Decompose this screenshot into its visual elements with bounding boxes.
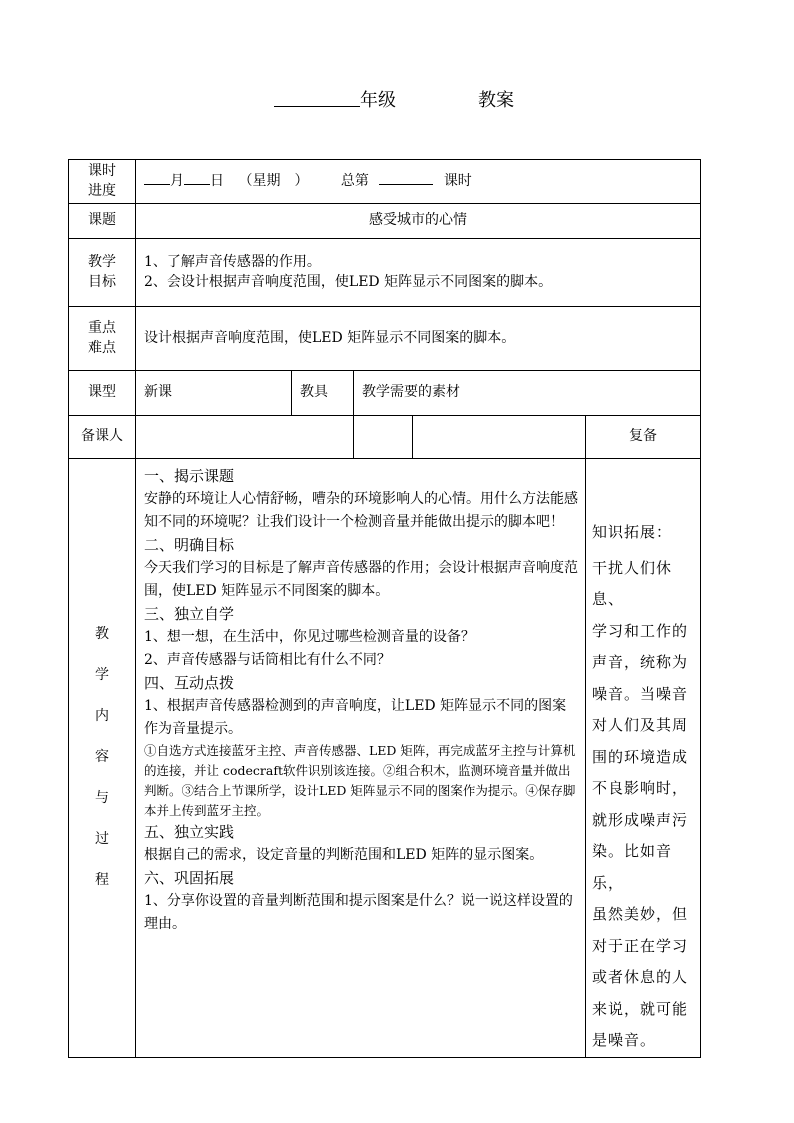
paragraph: 2、声音传感器与话筒相比有什么不同？ (144, 652, 391, 668)
paragraph: 1、根据声音传感器检测到的声音响度，让LED 矩阵显示不同的图案作为音量提示。 (144, 698, 567, 737)
teaching-aids-label: 教具 (292, 371, 354, 416)
section-heading: 四、互动点拨 (144, 674, 235, 692)
side-line: 对于正在学习 (592, 936, 689, 955)
lesson-type-label: 课型 (69, 371, 136, 416)
objectives-row (69, 239, 701, 307)
teaching-aids-value: 教学需要的素材 (354, 371, 701, 416)
lesson-type-value: 新课 (136, 371, 292, 416)
side-line: 对人们及其周 (592, 716, 689, 734)
section-heading: 一、揭示课题 (144, 467, 235, 485)
prep-blank-cell[interactable] (354, 416, 413, 459)
preparer-label: 备课人 (69, 416, 136, 459)
side-line: 染。比如音乐， (592, 842, 673, 892)
paragraph: 今天我们学习的目标是了解声音传感器的作用；会设计根据声音响度范围，使LED 矩阵显示不同图案的脚本。 (144, 560, 578, 599)
process-row (69, 459, 701, 1058)
lesson-type-row (69, 371, 701, 416)
process-label: 教 学 内 容 与 过 程 (69, 459, 136, 1058)
key-points-row (69, 307, 701, 371)
paragraph: 1、分享你设置的音量判断范围和提示图案是什么？说一说这样设置的理由。 (144, 893, 573, 932)
document-title (0, 84, 794, 112)
side-line: 围的环境造成 (592, 747, 689, 766)
prep-blank-cell-2[interactable] (413, 416, 586, 459)
side-line: 或者休息的人 (592, 968, 689, 986)
schedule-row (69, 160, 701, 204)
side-line: 噪音。当噪音 (592, 684, 689, 703)
day-blank[interactable] (184, 184, 210, 185)
preparer-value[interactable] (136, 416, 354, 459)
side-line: 不良影响时， (592, 779, 689, 797)
prep-row (69, 416, 701, 459)
process-content (136, 459, 586, 1058)
side-line: 来说，就可能 (592, 999, 689, 1018)
section-heading: 六、巩固拓展 (144, 869, 235, 887)
side-title: 知识拓展： (592, 523, 673, 541)
side-line: 就形成噪声污 (592, 810, 689, 829)
schedule-label: 课时 进度 (69, 160, 136, 204)
topic-value: 感受城市的心情 (136, 204, 701, 239)
total-blank[interactable] (379, 184, 433, 185)
topic-row (69, 204, 701, 239)
paragraph: 安静的环境让人心情舒畅，嘈杂的环境影响人的心情。用什么方法能感知不同的环境呢？让我们设计一个检测音量并能做出提示的脚本吧！ (144, 491, 578, 530)
topic-label: 课题 (69, 204, 136, 239)
paragraph: 1、想一想，在生活中，你见过哪些检测音量的设备？ (144, 629, 475, 645)
section-heading: 五、独立实践 (144, 823, 235, 841)
plan-label: 教案 (478, 90, 514, 111)
side-line: 是噪音。 (592, 1031, 657, 1049)
review-label: 复备 (586, 416, 701, 459)
key-points-label: 重点 难点 (69, 307, 136, 371)
objectives-value: 1、了解声音传感器的作用。 2、会设计根据声音响度范围，使LED 矩阵显示不同图案的脚本。 (136, 239, 701, 307)
side-line: 学习和工作的 (592, 621, 689, 640)
side-line: 干扰人们休息、 (592, 558, 673, 608)
paragraph-steps: ①自选方式连接蓝牙主控、声音传感器、LED 矩阵，再完成蓝牙主控与计算机的连接，并让 codecraft软件识别该连接。②组合积木，监测环境音量并做出判断。③结合上节课所学，设计LED 矩阵显示不同的图案作为提示。④保存脚本并上传到蓝牙主控。 (144, 743, 576, 818)
month-blank[interactable] (144, 184, 170, 185)
objectives-label: 教学 目标 (69, 239, 136, 307)
side-line: 虽然美妙，但 (592, 905, 689, 923)
key-points-value: 设计根据声音响度范围，使LED 矩阵显示不同图案的脚本。 (136, 307, 701, 371)
knowledge-extension (586, 459, 701, 1058)
section-heading: 三、独立自学 (144, 605, 235, 623)
grade-blank[interactable] (274, 106, 360, 107)
side-line: 声音，统称为 (592, 653, 689, 671)
schedule-value[interactable]: 月 日 （星期 ） 总第 课时 (136, 160, 701, 204)
lesson-plan-table (68, 159, 701, 1058)
paragraph: 根据自己的需求，设定音量的判断范围和LED 矩阵的显示图案。 (144, 847, 544, 863)
grade-label: 年级 (360, 90, 396, 111)
section-heading: 二、明确目标 (144, 536, 235, 554)
